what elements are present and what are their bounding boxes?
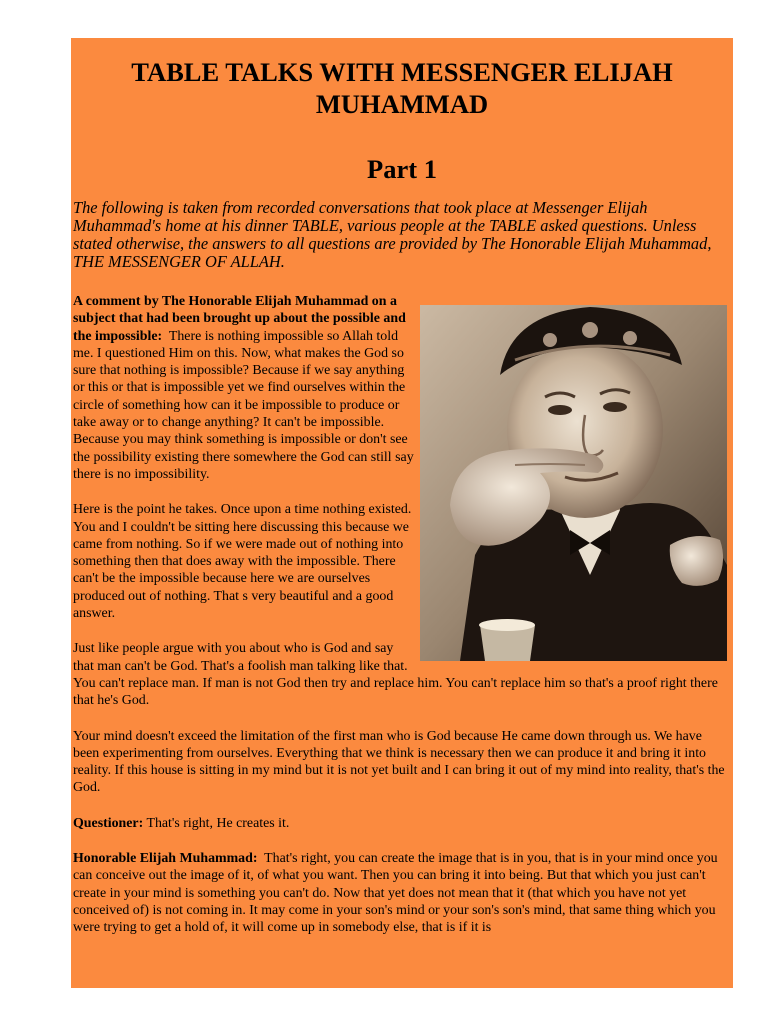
paragraph-6-lead: Honorable Elijah Muhammad: xyxy=(73,851,258,867)
paragraph-5-lead: Questioner: xyxy=(73,815,144,831)
paragraph-4-text: Your mind doesn't exceed the limitation of the first man who is God because He came down through us. We have been experimenting from ourselves. Everything that we think is necessary then we can produce it and bring it into reality. If this house is sitting in my mind but it is not yet built and I can bring it out of my mind into reality, that's the God. xyxy=(73,728,725,796)
paragraph-3-text: Just like people argue with you about who is God and say that man can't be God. That's a foolish man talking like that. You can't replace man. If man is not God then try and replace him. You can't replace him so that's a proof right there that he's God. xyxy=(73,641,718,709)
intro-paragraph: The following is taken from recorded conversations that took place at Messenger Elijah Muhammad's home at his dinner TABLE, various people at the TABLE asked questions. Unless stated otherwise, the answers to all questions are provided by The Honorable Elijah Muhammad, THE MESSENGER OF ALLAH. xyxy=(73,198,712,271)
paragraph-6-text: That's right, you can create the image that is in you, that is in your mind once you can conceive out the image of it, of what you want. Then you can bring it into being. But that which you just can't create in your mind is something you can't do. Now that yet does not mean that it (that which you have not yet conceived of) is not coming in. It may come in your son's mind or your son's son's mind, that same thing which you were trying to get a hold of, it will come up in somebody else, that is if it is xyxy=(73,851,718,936)
paragraph-5-text: That's right, He creates it. xyxy=(146,815,290,831)
paragraph-5 xyxy=(73,815,731,832)
paragraph-4 xyxy=(73,728,731,797)
part-heading: Part 1 xyxy=(367,154,437,184)
portrait-photo xyxy=(420,305,727,661)
paragraph-6 xyxy=(73,850,731,936)
article-body xyxy=(73,293,731,937)
paragraph-1-text: There is nothing impossible so Allah told me. I questioned Him on this. Now, what makes the God so sure that nothing is impossible? Because if we say anything or this or that is impossible yet we find ourselves within the circle of something how can it be impossible to produce or take away or to change anything? It can't be impossible. Because you may think something is impossible or don't see the possibility existing there somewhere the God can still say there is no impossibility. xyxy=(73,328,414,482)
document-title: TABLE TALKS WITH MESSENGER ELIJAH MUHAMMAD xyxy=(131,57,673,119)
paragraph-1-lead: A comment by The Honorable Elijah Muhammad on a subject that had been brought up about the possible and the impossible: xyxy=(73,294,406,344)
document-page xyxy=(71,38,733,988)
paragraph-2-text: Here is the point he takes. Once upon a time nothing existed. You and I couldn't be sitting here discussing this because we came from nothing. So if we were made out of nothing into something then that does away with the impossible. There can't be the impossible because here we are ourselves produced out of nothing. That s very beautiful and a good answer. xyxy=(73,502,412,622)
